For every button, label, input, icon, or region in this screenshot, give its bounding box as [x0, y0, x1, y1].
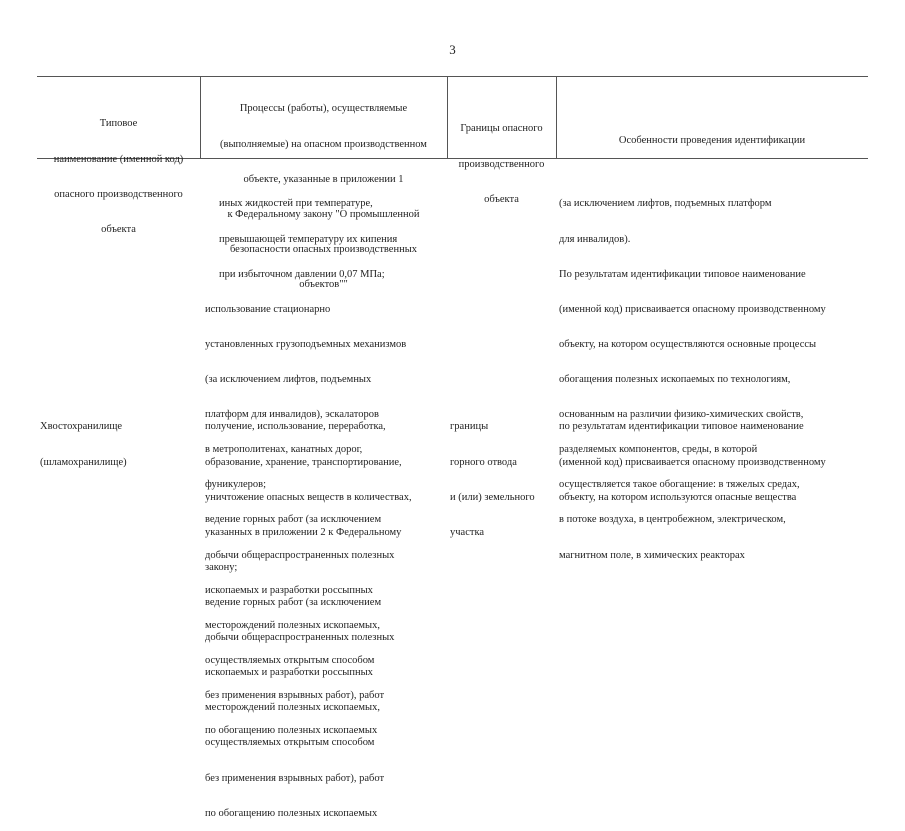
cell-line: объекту, на котором осуществляются основные процессы	[559, 338, 817, 350]
cell-line: ведение горных работ (за исключением	[205, 514, 382, 526]
cell-line: осуществляемых открытым способом	[205, 737, 375, 749]
cell-line: фуникулеров;	[205, 479, 267, 491]
header-line: (выполняемые) на опасном производственном	[220, 138, 427, 150]
header-col-type-name	[37, 95, 200, 247]
cell-line: (шламохранилище)	[40, 456, 127, 468]
cell-line: платформ для инвалидов), эскалаторов	[205, 409, 379, 421]
row2-identification-cell	[559, 398, 826, 515]
cell-line: по обогащению полезных ископаемых	[205, 807, 378, 819]
cell-line: образование, хранение, транспортирование,	[205, 456, 402, 468]
header-line: Границы опасного	[460, 123, 543, 135]
cell-line: (за исключением лифтов, подъемных платформ	[559, 198, 772, 210]
header-line: опасного производственного	[54, 188, 183, 200]
cell-line: Хвостохранилище	[40, 421, 123, 433]
cell-line: (именной код) присваивается опасному производственному	[559, 456, 826, 468]
cell-line: добычи общераспространенных полезных	[205, 632, 395, 644]
cell-line: объекту, на котором используются опасные вещества	[559, 491, 797, 503]
header-line: Особенности проведения идентификации	[618, 135, 806, 147]
cell-line: в метрополитенах, канатных дорог,	[205, 444, 363, 456]
cell-line: для инвалидов).	[559, 233, 631, 245]
cell-line: горного отвода	[450, 456, 517, 468]
cell-line: основанным на различии физико-химических свойств,	[559, 409, 804, 421]
table-top-rule	[37, 76, 868, 77]
header-line: объекта	[484, 193, 519, 205]
header-line: объекта	[101, 223, 136, 235]
cell-line: месторождений полезных ископаемых,	[205, 619, 380, 631]
cell-line: магнитном поле, в химических реакторах	[559, 549, 745, 561]
cell-line: превышающей температуру их кипения	[219, 233, 398, 245]
header-line: безопасности опасных производственных	[229, 243, 418, 255]
cell-line: использование стационарно	[205, 303, 331, 315]
cell-line: указанных в приложении 2 к Федеральному	[205, 526, 402, 538]
row2-boundaries-cell	[450, 398, 535, 550]
header-line: Типовое	[99, 118, 138, 130]
cell-line: обогащения полезных ископаемых по технологиям,	[559, 373, 791, 385]
cell-line: без применения взрывных работ), работ	[205, 689, 385, 701]
cell-line: и (или) земельного	[450, 491, 535, 503]
header-line: объекте, указанные в приложении 1	[243, 173, 404, 185]
cell-line: ископаемых и разработки россыпных	[205, 584, 373, 596]
header-col-identification	[556, 112, 868, 159]
cell-line: ведение горных работ (за исключением	[205, 596, 382, 608]
header-line: к Федеральному закону "О промышленной	[227, 208, 420, 220]
cell-line: по обогащению полезных ископаемых	[205, 725, 378, 737]
cell-line: ископаемых и разработки россыпных	[205, 667, 373, 679]
cell-line: получение, использование, переработка,	[205, 421, 386, 433]
cell-line: (за исключением лифтов, подъемных	[205, 373, 372, 385]
header-line: наименование (именной код)	[53, 153, 184, 165]
cell-line: закону;	[205, 561, 238, 573]
cell-line: границы	[450, 421, 489, 433]
cell-line: (именной код) присваивается опасному производственному	[559, 303, 826, 315]
page-number: 3	[449, 42, 456, 57]
header-line: Процессы (работы), осуществляемые	[239, 103, 408, 115]
row2-processes-cell	[205, 398, 412, 831]
cell-line: осуществляется такое обогащение: в тяжелых средах,	[559, 479, 800, 491]
cell-line: осуществляемых открытым способом	[205, 654, 375, 666]
cell-line: участка	[450, 526, 485, 538]
cell-line: разделяемых компонентов, среды, в которой	[559, 444, 758, 456]
cell-line: добычи общераспространенных полезных	[205, 549, 395, 561]
cell-line: месторождений полезных ископаемых,	[205, 702, 380, 714]
cell-line: при избыточном давлении 0,07 МПа;	[219, 268, 385, 280]
cell-line: без применения взрывных работ), работ	[205, 772, 385, 784]
cell-line: установленных грузоподъемных механизмов	[205, 338, 407, 350]
header-line: производственного	[458, 158, 545, 170]
cell-line: иных жидкостей при температуре,	[219, 198, 373, 210]
cell-line: по результатам идентификации типовое наименование	[559, 421, 804, 433]
header-col-boundaries	[447, 100, 556, 217]
cell-line: По результатам идентификации типовое наименование	[559, 268, 806, 280]
header-line: объектов""	[299, 278, 348, 290]
cell-line: уничтожение опасных веществ в количествах,	[205, 491, 412, 503]
row2-type-name-cell	[40, 398, 127, 480]
cell-line: в потоке воздуха, в центробежном, электрическом,	[559, 514, 786, 526]
